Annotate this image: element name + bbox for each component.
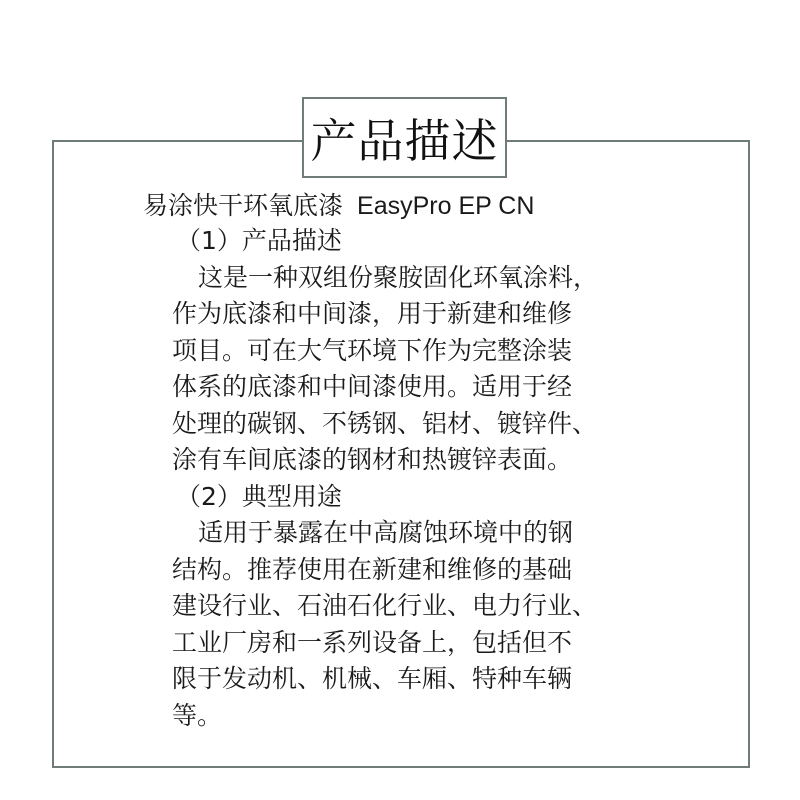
section-heading-usage: （2）典型用途: [176, 481, 342, 511]
paragraph-line: 作为底漆和中间漆，用于新建和维修: [172, 299, 573, 328]
paragraph-line: 等。: [172, 700, 223, 730]
paragraph-line: 处理的碳钢、不锈钢、铝材、镀锌件、: [172, 408, 598, 438]
page-title: 产品描述: [302, 97, 507, 178]
section-heading-description: （1）产品描述: [176, 226, 342, 255]
paragraph-line: 这是一种双组份聚胺固化环氧涂料，: [198, 262, 599, 292]
paragraph-line: 建设行业、石油石化行业、电力行业、: [172, 591, 598, 620]
paragraph-line: 适用于暴露在中高腐蚀环境中的钢: [198, 518, 574, 547]
paragraph-line: 限于发动机、机械、车厢、特种车辆: [172, 664, 573, 693]
paragraph-line: 涂有车间底漆的钢材和热镀锌表面。: [172, 445, 573, 474]
product-name-cn: 易涂快干环氧底漆: [143, 191, 344, 220]
paragraph-line: 项目。可在大气环境下作为完整涂装: [172, 335, 573, 365]
description-content: [172, 223, 672, 734]
product-name: [143, 189, 703, 223]
paragraph-line: 体系的底漆和中间漆使用。适用于经: [172, 372, 573, 401]
product-name-en: EasyPro EP CN: [357, 192, 535, 220]
paragraph-line: 工业厂房和一系列设备上，包括但不: [172, 627, 573, 657]
paragraph-line: 结构。推荐使用在新建和维修的基础: [172, 554, 573, 584]
